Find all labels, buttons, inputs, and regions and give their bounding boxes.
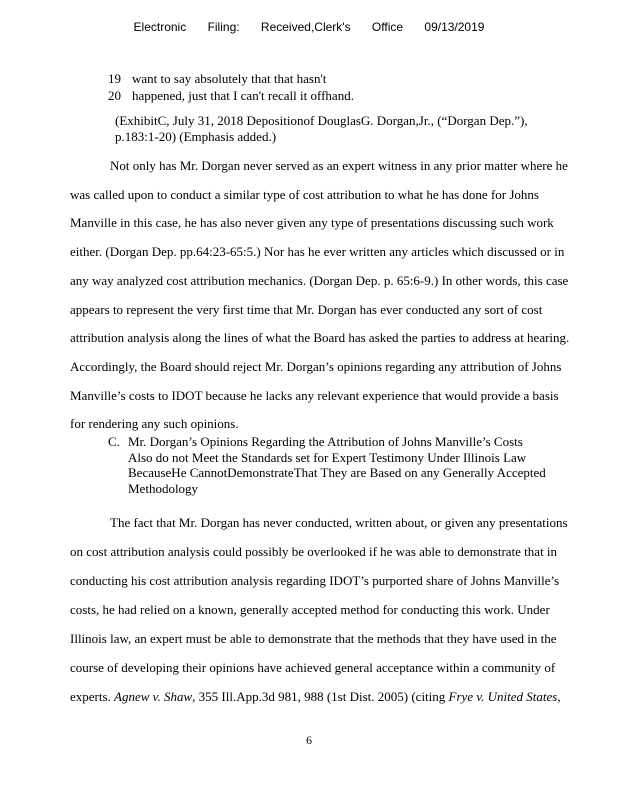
header-filing: Filing: bbox=[207, 20, 240, 34]
quote-text: want to say absolutely that that hasn't bbox=[132, 71, 327, 86]
body-paragraph-1 bbox=[70, 152, 570, 439]
quote-line bbox=[108, 70, 354, 87]
paragraph-1-text: Not only has Mr. Dorgan never served as an expert witness in any prior matter where he was called upon to conduct a similar type of cost attribution to what he has done for Johns Manville in this case, he has also never given any type of presentations discussing such work either. (Dorgan Dep. pp.64:23-65:5.) Nor has he ever written any articles which discussed or in any way analyzed cost attribution mechanics. (Dorgan Dep. p. 65:6-9.) In other words, this case appears to represent the very first time that Mr. Dorgan has ever conducted any sort of cost attribution analysis along the lines of what the Board has asked the parties to address at hearing. Accordingly, the Board should reject Mr. Dorgan’s opinions regarding any attribution of Johns Manville’s costs to IDOT because he lacks any relevant experience that would provide a basis for rendering any such opinions. bbox=[70, 158, 570, 432]
exhibit-citation: (ExhibitC, July 31, 2018 Depositionof DouglasG. Dorgan,Jr., (“Dorgan Dep.”), p.183:1-20) (Emphasis added.) bbox=[115, 113, 528, 144]
paragraph-2-text: The fact that Mr. Dorgan has never conducted, written about, or given any presentations on cost attribution analysis could possibly be overlooked if he was able to demonstrate that in conducting his cost attribution analysis regarding IDOT’s purported share of Johns Manville’s costs, he had relied on a known, generally accepted method for conducting this work. Under Illinois law, an expert must be able to demonstrate that the methods that they have used in the course of developing their opinions have achieved general acceptance within a community of experts. bbox=[70, 515, 568, 704]
case-name-frye: Frye v. United States, bbox=[448, 689, 561, 704]
page-number: 6 bbox=[306, 733, 312, 747]
quote-line bbox=[108, 87, 354, 104]
line-number: 19 bbox=[108, 71, 121, 86]
section-heading-c bbox=[108, 434, 548, 496]
case-name-agnew: Agnew v. Shaw bbox=[114, 689, 193, 704]
header-office: Office bbox=[371, 20, 404, 34]
line-number: 20 bbox=[108, 88, 121, 103]
heading-letter: C. bbox=[108, 434, 120, 449]
deposition-quote bbox=[108, 70, 354, 104]
body-paragraph-2 bbox=[70, 508, 570, 711]
header-electronic: Electronic bbox=[133, 20, 187, 34]
filing-header bbox=[0, 20, 618, 34]
header-received-clerks: Received,Clerk's bbox=[260, 20, 351, 34]
quote-text: happened, just that I can't recall it offhand. bbox=[132, 88, 354, 103]
header-date: 09/13/2019 bbox=[424, 20, 485, 34]
heading-text: Mr. Dorgan’s Opinions Regarding the Attribution of Johns Manville’s Costs Also do not Meet the Standards set for Expert Testimony Under Illinois Law BecauseHe CannotDemonstrateThat They are Based on any Generally Accepted Methodology bbox=[128, 434, 546, 496]
case-citation: , 355 Ill.App.3d 981, 988 (1st Dist. 2005) (citing bbox=[192, 689, 449, 704]
